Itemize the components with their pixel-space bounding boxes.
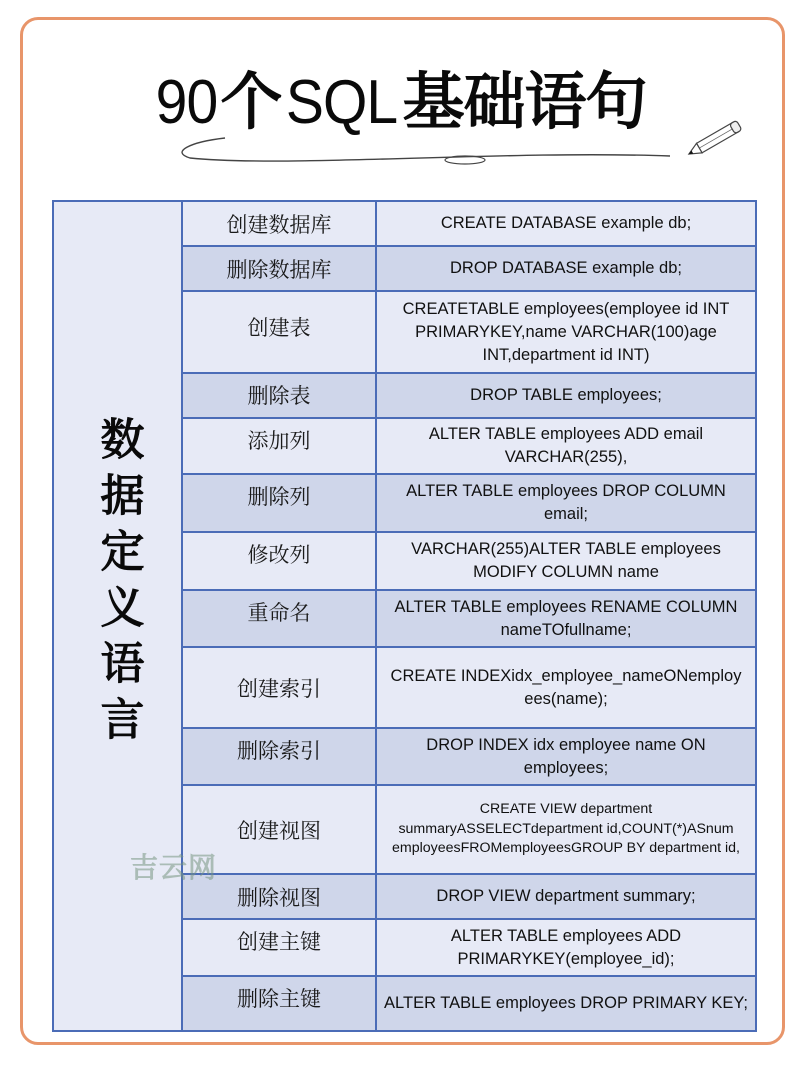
- sql-cell: DROP TABLE employees;: [470, 386, 662, 404]
- command-cell: 重命名: [183, 591, 377, 646]
- table-row: [183, 475, 755, 533]
- title-suffix: 基础语句: [402, 68, 647, 137]
- sql-cell: ALTER TABLE employees DROP PRIMARY KEY;: [384, 994, 748, 1012]
- command-cell: 创建数据库: [183, 202, 377, 245]
- command-cell: 删除数据库: [183, 247, 377, 290]
- sql-cell: DROP INDEX idx employee name ON employees;: [426, 735, 706, 777]
- table-row: [183, 977, 755, 1030]
- command-cell: 删除列: [183, 475, 377, 531]
- sql-cell: CREATE VIEW department summaryASSELECTdepartment id,COUNT(*)ASnum employeesFROMemployeesGROUP BY department id,: [391, 801, 740, 857]
- command-cell: 创建主键: [183, 920, 377, 975]
- table-row: [183, 875, 755, 920]
- table-row: [183, 920, 755, 977]
- sql-cell: CREATETABLE employees(employee id INT PRIMARYKEY,name VARCHAR(100)age INT,department id INT): [402, 299, 730, 364]
- command-cell: 添加列: [183, 419, 377, 473]
- ddl-table: [52, 200, 757, 1032]
- table-row: [183, 786, 755, 875]
- table-row: [183, 419, 755, 475]
- command-cell: 创建索引: [183, 648, 377, 727]
- watermark: 吉云网: [130, 851, 218, 884]
- title-prefix: 90: [156, 68, 218, 137]
- sql-cell: DROP VIEW department summary;: [436, 887, 696, 905]
- command-cell: 删除视图: [183, 875, 377, 918]
- sql-cell: ALTER TABLE employees ADD email VARCHAR(255),: [428, 425, 704, 466]
- command-cell: 修改列: [183, 533, 377, 589]
- sql-cell: ALTER TABLE employees RENAME COLUMN nameTOfullname;: [394, 597, 738, 639]
- table-row: [183, 292, 755, 374]
- category-label: 数据定义语言: [92, 416, 144, 752]
- table-row: [183, 648, 755, 729]
- sql-cell: ALTER TABLE employees DROP COLUMN email;: [406, 482, 726, 523]
- table-row: [183, 729, 755, 786]
- table-row: [183, 374, 755, 419]
- table-row: [183, 202, 755, 247]
- command-cell: 创建表: [183, 292, 377, 372]
- sql-cell: DROP DATABASE example db;: [449, 259, 682, 277]
- command-cell: 删除主键: [183, 977, 377, 1030]
- command-cell: 删除索引: [183, 729, 377, 784]
- table-row: [183, 591, 755, 648]
- swoosh-underline-icon: [170, 130, 700, 166]
- page-title: [0, 68, 800, 137]
- sql-cell: CREATE DATABASE example db;: [440, 214, 692, 232]
- category-cell: [54, 202, 183, 1030]
- table-row: [183, 533, 755, 591]
- table-row: [183, 247, 755, 292]
- sql-cell: ALTER TABLE employees ADD PRIMARYKEY(employee_id);: [450, 926, 682, 968]
- title-ascii: SQL: [286, 68, 398, 137]
- pencil-icon: [683, 118, 749, 160]
- sql-cell: VARCHAR(255)ALTER TABLE employees MODIFY COLUMN name: [411, 540, 721, 581]
- command-cell: 创建视图: [183, 786, 377, 873]
- title-mid: 个: [220, 68, 282, 137]
- command-cell: 删除表: [183, 374, 377, 417]
- sql-cell: CREATE INDEXidx_employee_nameONemployees(name);: [390, 666, 742, 708]
